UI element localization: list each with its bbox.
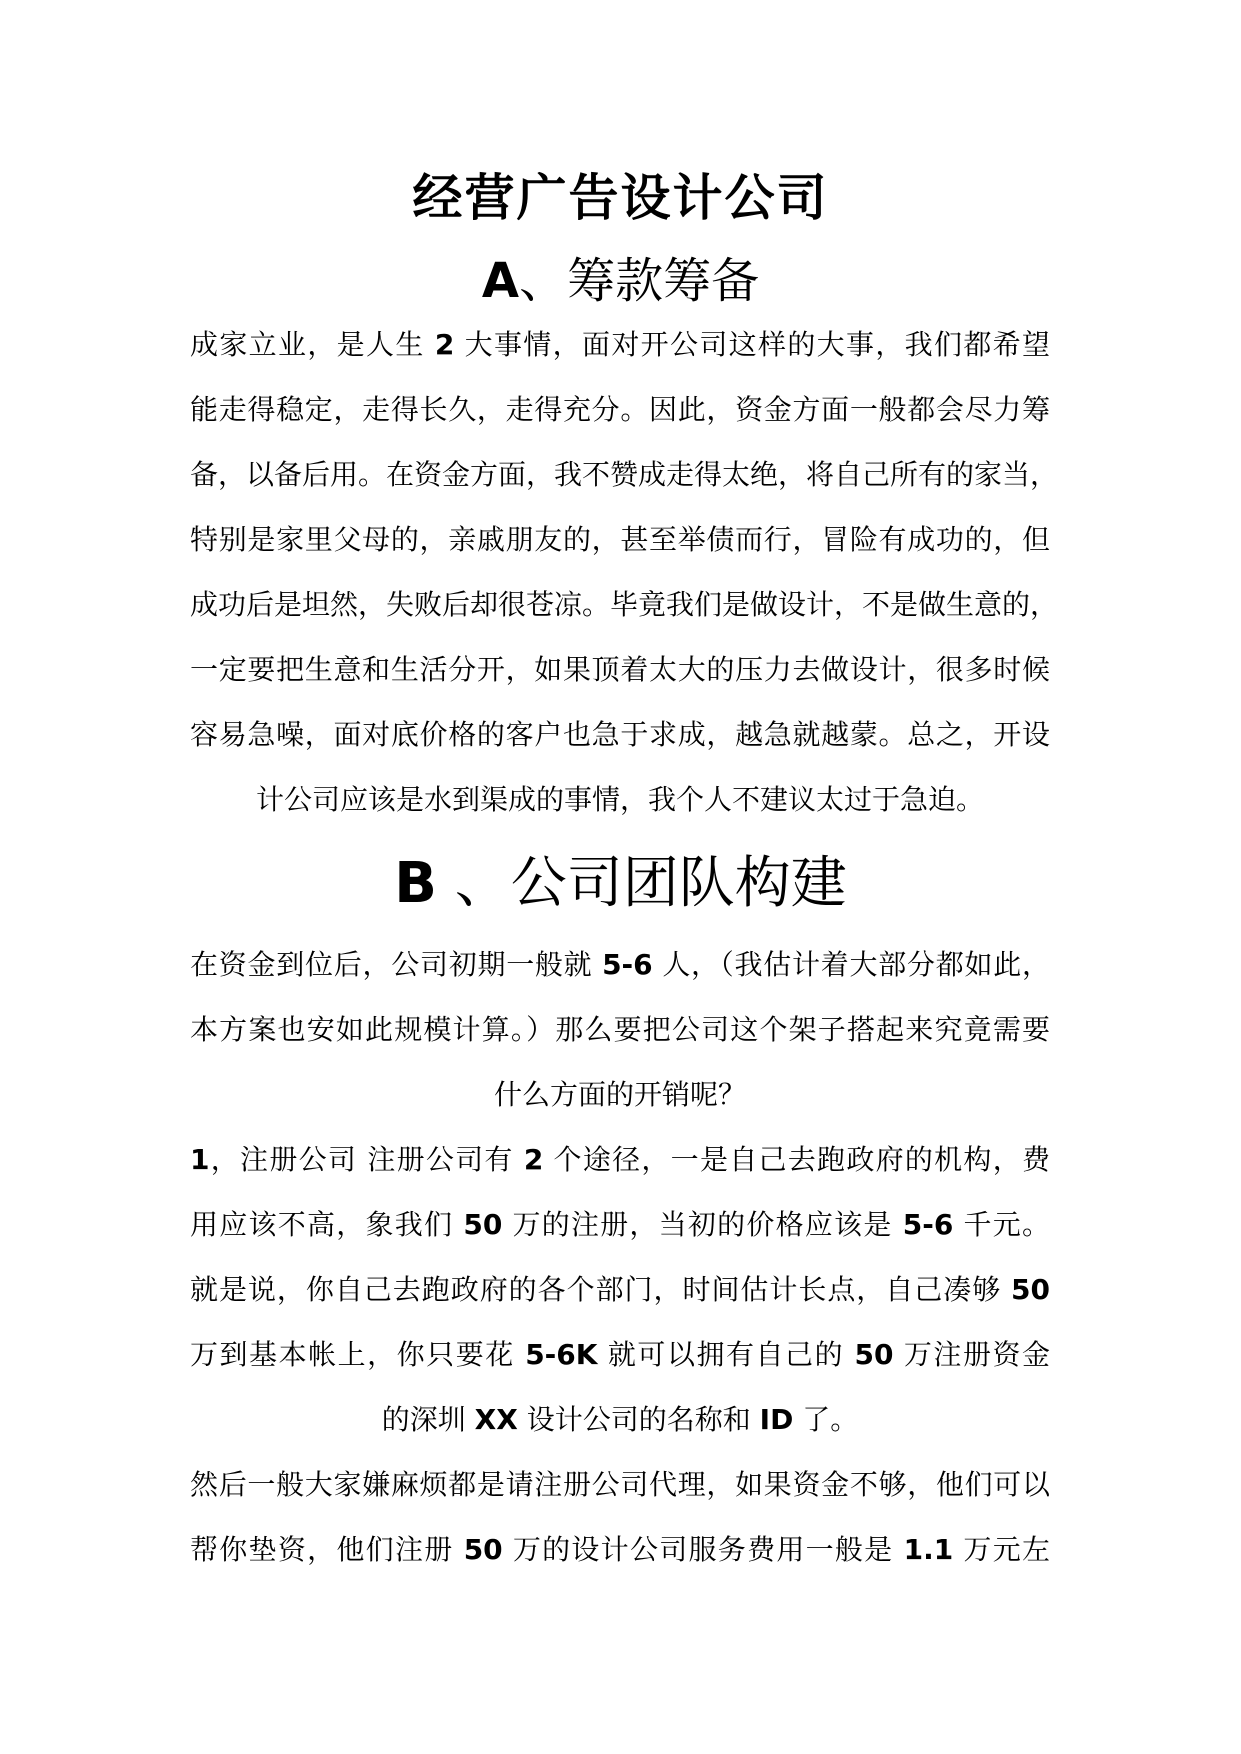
paragraph-line: 在资金到位后，公司初期一般就 5-6 人，（我估计着大部分都如此， (190, 948, 1050, 981)
document-title: 经营广告设计公司 (412, 169, 829, 227)
section-b-intro-paragraph (190, 932, 1050, 1127)
section-a-letter: A (481, 253, 520, 309)
paragraph-line: 成家立业，是人生 2 大事情，面对开公司这样的大事，我们都希望 (190, 328, 1051, 361)
section-b-heading-text: 、公司团队构建 (436, 851, 847, 916)
section-a-heading (0, 252, 1241, 310)
paragraph-line: 容易急噪，面对底价格的客户也急于求成，越急就越蒙。总之，开设 (190, 718, 1050, 751)
paragraph-line: 成功后是坦然，失败后却很苍凉。毕竟我们是做设计，不是做生意的， (190, 588, 1059, 621)
paragraph-line: 就是说，你自己去跑政府的各个部门，时间估计长点，自己凑够 50 (190, 1273, 1050, 1306)
paragraph-line: 计公司应该是水到渠成的事情，我个人不建议太过于急迫。 (255, 783, 984, 816)
paragraph-line: 然后一般大家嫌麻烦都是请注册公司代理，如果资金不够，他们可以 (190, 1468, 1050, 1501)
paragraph-line: 帮你垫资，他们注册 50 万的设计公司服务费用一般是 1.1 万元左 (190, 1533, 1050, 1566)
section-b-heading (0, 852, 1241, 916)
section-a-heading-text: 、筹款筹备 (519, 253, 760, 309)
item-1-paragraph (190, 1127, 1050, 1452)
paragraph-line: 特别是家里父母的，亲戚朋友的，甚至举债而行，冒险有成功的，但 (190, 523, 1050, 556)
paragraph-line: 用应该不高，象我们 50 万的注册，当初的价格应该是 5-6 千元。 (190, 1208, 1050, 1241)
section-a-paragraph (190, 312, 1059, 832)
item-1-continued-paragraph (190, 1452, 1050, 1582)
paragraph-line: 能走得稳定，走得长久，走得充分。因此，资金方面一般都会尽力筹 (190, 393, 1050, 426)
paragraph-line: 万到基本帐上，你只要花 5-6K 就可以拥有自己的 50 万注册资金 (190, 1338, 1050, 1371)
paragraph-line: 1，注册公司 注册公司有 2 个途径，一是自己去跑政府的机构，费 (190, 1143, 1050, 1176)
paragraph-line: 备，以备后用。在资金方面，我不赞成走得太绝，将自己所有的家当， (190, 458, 1059, 491)
section-b-letter: B (394, 851, 437, 916)
paragraph-line: 本方案也安如此规模计算。）那么要把公司这个架子搭起来究竟需要 (190, 1013, 1050, 1046)
paragraph-line: 什么方面的开销呢？ (493, 1078, 746, 1111)
paragraph-line: 的深圳 XX 设计公司的名称和 ID 了。 (381, 1403, 859, 1436)
paragraph-line: 一定要把生意和生活分开，如果顶着太大的压力去做设计，很多时候 (190, 653, 1050, 686)
